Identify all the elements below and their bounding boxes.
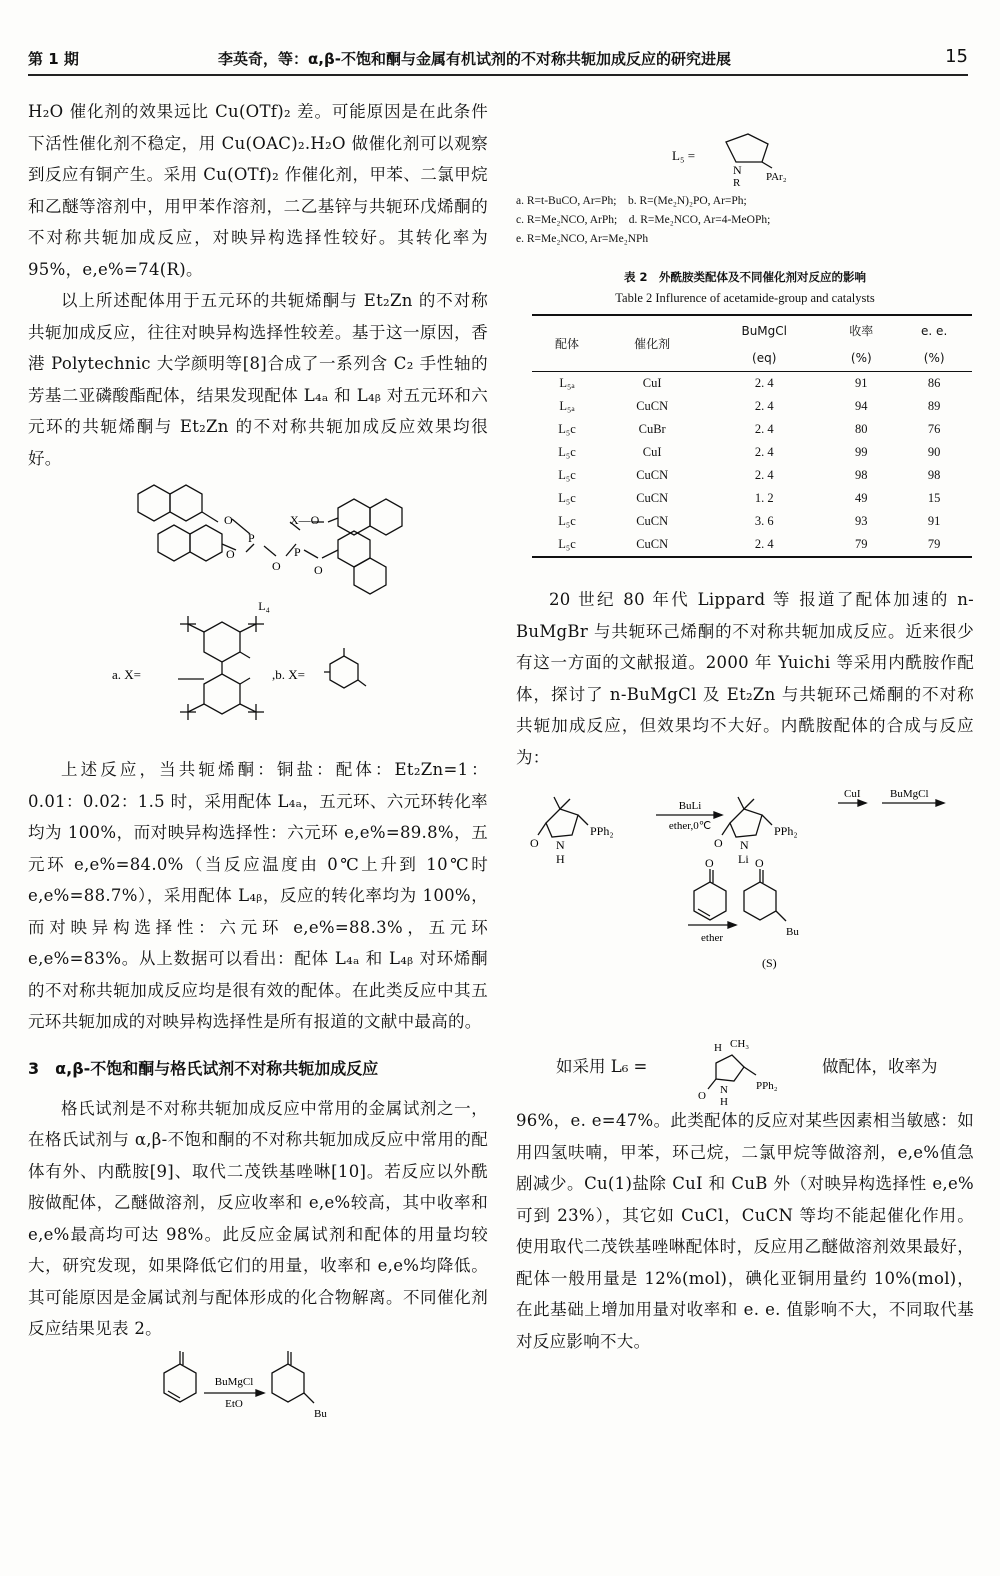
l4-a-label: a. X= — [112, 667, 141, 682]
table-header-row — [532, 315, 972, 345]
table-row — [532, 464, 972, 487]
issue-number: 第 1 期 — [28, 50, 79, 68]
step2-bumgcl: BuMgCl — [890, 788, 929, 800]
sub-line-2: c. R=Me₂NCO, ArPh; d. R=Me₂NCO, Ar=4-MeOPh; — [516, 214, 771, 226]
cell: L₅c — [558, 491, 576, 505]
cell: 49 — [855, 491, 868, 505]
l6-structure — [686, 1033, 816, 1105]
col-bumgcl: BuMgCl — [741, 323, 787, 338]
atom-o: O — [755, 856, 764, 870]
atom-n: N — [556, 838, 565, 852]
atom-ch3: CH₃ — [730, 1038, 750, 1050]
cell: 91 — [855, 376, 868, 390]
l6-suffix: 做配体，收率为 — [822, 1057, 938, 1076]
reaction-diagram — [28, 1345, 488, 1451]
step1-bottom: ether,0℃ — [668, 820, 712, 832]
sub-line-3: e. R=Me₂NCO, Ar=Me₂NPh — [516, 233, 649, 245]
atom-h: H — [714, 1042, 722, 1054]
l5-n: N — [733, 163, 742, 177]
l5-diagram — [516, 130, 974, 186]
pph2-label: PPh₂ — [590, 824, 614, 838]
atom-h: H — [556, 852, 565, 866]
cell: 93 — [855, 514, 868, 528]
right-column — [516, 130, 974, 1357]
cell: CuCN — [636, 537, 669, 551]
pph2-label: PPh₂ — [774, 824, 798, 838]
running-title: 李英奇，等：α,β-不饱和酮与金属有机试剂的不对称共轭加成反应的研究进展 — [218, 50, 731, 68]
lactam-scheme — [516, 773, 974, 1033]
cell: 79 — [927, 537, 941, 551]
cell: 15 — [927, 491, 941, 505]
cell: CuI — [642, 376, 662, 390]
cell: CuCN — [636, 491, 669, 505]
l5-r: R — [733, 177, 741, 186]
atom-o: O — [714, 836, 723, 850]
table-row — [532, 510, 972, 533]
product-substituent: Bu — [314, 1407, 327, 1420]
cell: L₅c — [558, 422, 576, 436]
l5-p: PAr₂ — [766, 171, 787, 183]
svg-text:O: O — [272, 559, 281, 573]
atom-o: O — [705, 856, 714, 870]
table-row — [532, 395, 972, 418]
paragraph-1: H₂O 催化剂的效果远比 Cu(OTf)₂ 差。可能原因是在此条件下活性催化剂不稳定，用 Cu(OAC)₂.H₂O 做催化剂可以观察到反应有铜产生。采用 Cu(OTf)₂ 作催化剂，甲苯、二氯甲烷和乙醚等溶剂中，用甲苯作溶剂，二乙基锌与共轭环戊烯酮的不对称共轭加成反应，对映异构选择性较好。其转化率为 95%，e,e%=74(R)。 — [28, 102, 488, 279]
cell: CuBr — [638, 422, 666, 436]
table-row — [532, 487, 972, 510]
l6-line — [516, 1033, 974, 1105]
ligand-l5-structure — [516, 130, 974, 186]
cell: 2. 4 — [754, 537, 774, 551]
col-catalyst: 催化剂 — [602, 315, 702, 372]
product-bu: Bu — [786, 926, 799, 938]
pph2-label: PPh₂ — [756, 1080, 778, 1092]
cell: CuCN — [636, 514, 669, 528]
cell: L₅c — [558, 514, 576, 528]
paragraph-5: 20 世纪 80 年代 Lippard 等 报道了配体加速的 n-BuMgBr 与共轭环己烯酮的不对称共轭加成反应。近来很少有这一方面的文献报道。2000 年 Yuichi 等采用内酰胺作配体，探讨了 n-BuMgCl 及 Et₂Zn 与共轭环己烯酮的不对称共轭加成反应，但效果均不大好。内酰胺配体的合成与反应为： — [516, 590, 974, 767]
cell: 98 — [927, 468, 941, 482]
cell: 89 — [927, 399, 941, 413]
l6-prefix: 如采用 L₆ = — [556, 1057, 648, 1076]
l4-b-label: ,b. X= — [272, 667, 305, 682]
page-number: 15 — [945, 46, 968, 67]
cell: 2. 4 — [754, 468, 774, 482]
col-ligand: 配体 — [532, 315, 602, 372]
col-yield-unit: (%) — [826, 345, 896, 372]
cell: 2. 4 — [754, 399, 774, 413]
cell: 91 — [927, 514, 941, 528]
svg-text:O: O — [314, 563, 323, 577]
cell: CuI — [642, 445, 662, 459]
col-bumgcl-unit: (eq) — [702, 345, 826, 372]
table-caption-cn: 表 2 外酰胺类配体及不同催化剂对反应的影响 — [623, 270, 866, 284]
cell: 80 — [855, 422, 868, 436]
svg-text:P: P — [248, 531, 255, 545]
reagent-top: BuMgCl — [214, 1375, 254, 1388]
cell: 99 — [855, 445, 868, 459]
table-row — [532, 418, 972, 441]
paragraph-3: 上述反应，当共轭烯酮：铜盐：配体：Et₂Zn=1：0.01：0.02：1.5 时，采用配体 L₄ₐ，五元环、六元环转化率均为 100%，而对映异构选择性：六元环 e,e%=89.8%，五元环 e,e%=84.0%（当反应温度由 0℃上升到 10℃时 e,e%=88.7%），采用配体 L₄ᵦ，反应的转化率均为 100%，而对映异构选择性：六元环 e,e%=88.3%，五元环 e,e%=83%。从上数据可以看出：配体 L₄ₐ 和 L₄ᵦ 对环烯酮的不对称共轭加成反应均是很有效的配体。在此类反应中其五元环共轭加成的对映异构选择性是所有报道的文献中最高的。 — [28, 760, 488, 1031]
l4-diagram — [28, 474, 488, 754]
cell: L₅c — [558, 537, 576, 551]
svg-text:O: O — [226, 547, 235, 561]
cell: 86 — [927, 376, 941, 390]
atom-li: Li — [738, 852, 749, 866]
grignard-reaction-scheme — [28, 1345, 488, 1451]
cell: 1. 2 — [754, 491, 774, 505]
table-row — [532, 441, 972, 464]
cell: 79 — [855, 537, 868, 551]
step2-cui: CuI — [844, 788, 861, 800]
col-ee: e. e. — [921, 323, 948, 338]
table-row — [532, 533, 972, 557]
ligand-l4-structure — [28, 474, 488, 754]
atom-o: O — [530, 836, 539, 850]
results-table — [532, 314, 972, 558]
cell: 94 — [855, 399, 868, 413]
lactam-diagram — [516, 773, 974, 1033]
paragraph-4: 格氏试剂是不对称共轭加成反应中常用的金属试剂之一，在格氏试剂与 α,β-不饱和酮的不对称共轭加成反应中常用的配体有外、内酰胺[9]、取代二茂铁基唑啉[10]。若反应以外酰胺做配体，乙醚做溶剂，反应收率和 e,e%较高，其中收率和 e,e%最高均可达 98%。此反应金属试剂和配体的用量均较大，研究发现，如果降低它们的用量，收率和 e,e%均降低。其可能原因是金属试剂与配体形成的化合物解离。不同催化剂反应结果见表 2。 — [28, 1098, 488, 1338]
l4-label: L₄ — [258, 599, 270, 613]
cell: 90 — [927, 445, 941, 459]
cell: 2. 4 — [754, 376, 774, 390]
l5-label: L₅ = — [672, 148, 696, 163]
table-caption-en: Table 2 Influrence of acetamide-group and catalysts — [615, 291, 875, 305]
cell: CuCN — [636, 468, 669, 482]
cell: L₅ₐ — [559, 399, 575, 413]
cell: CuCN — [636, 399, 669, 413]
svg-text:O: O — [224, 513, 233, 527]
cell: 2. 4 — [754, 445, 774, 459]
atom-n: N — [740, 838, 749, 852]
col-yield: 收率 — [849, 324, 874, 338]
cell: 76 — [927, 422, 941, 436]
cell: L₅c — [558, 468, 576, 482]
reagent-bottom: EtO — [225, 1397, 243, 1410]
step3-ether: ether — [701, 932, 723, 944]
atom-o: O — [698, 1090, 706, 1102]
cell: 98 — [855, 468, 868, 482]
svg-text:P: P — [294, 545, 301, 559]
svg-text:X—O: X—O — [290, 513, 320, 527]
l5-substituents — [516, 192, 974, 249]
col-ee-unit: (%) — [896, 345, 972, 372]
section-3-heading: 3 α,β-不饱和酮与格氏试剂不对称共轭加成反应 — [28, 1058, 379, 1078]
stereo-label: (S) — [762, 956, 777, 970]
step1-top: BuLi — [678, 800, 702, 812]
cell: 3. 6 — [754, 514, 774, 528]
paragraph-2: 以上所述配体用于五元环的共轭烯酮与 Et₂Zn 的不对称共轭加成反应，往往对映异构选择性较差。基于这一原因，香港 Polytechnic 大学颜明等[8]合成了一系列含 C₂ 手性轴的芳基二亚磷酸酯配体，结果发现配体 L₄ₐ 和 L₄ᵦ 对五元环和六元环的共轭烯酮与 Et₂Zn 的不对称共轭加成反应效果均很好。 — [28, 291, 488, 468]
atom-n: N — [720, 1084, 728, 1096]
cell: L₅ₐ — [559, 376, 575, 390]
paragraph-6: 96%，e. e=47%。此类配体的反应对某些因素相当敏感：如用四氢呋喃，甲苯，环己烷，二氯甲烷等做溶剂，e,e%值急剧减少。Cu(1)盐除 CuI 和 CuB 外（对映异构选择性 e,e%可到 23%），其它如 CuCl，CuCN 等均不能起催化作用。使用取代二茂铁基唑啉配体时，反应用乙醚做溶剂效果最好，配体一般用量是 12%(mol)，碘化亚铜用量约 10%(mol)，在此基础上增加用量对收率和 e. e. 值影响不大，不同取代基对反应影响不大。 — [516, 1111, 974, 1351]
table-row — [532, 372, 972, 396]
sub-line-1: a. R=t-BuCO, Ar=Ph; b. R=(Me₂N)₂PO, Ar=Ph; — [516, 195, 747, 207]
cell: L₅c — [558, 445, 576, 459]
atom-h: H — [720, 1096, 728, 1105]
running-header — [28, 40, 968, 76]
cell: 2. 4 — [754, 422, 774, 436]
left-column — [28, 96, 488, 1451]
